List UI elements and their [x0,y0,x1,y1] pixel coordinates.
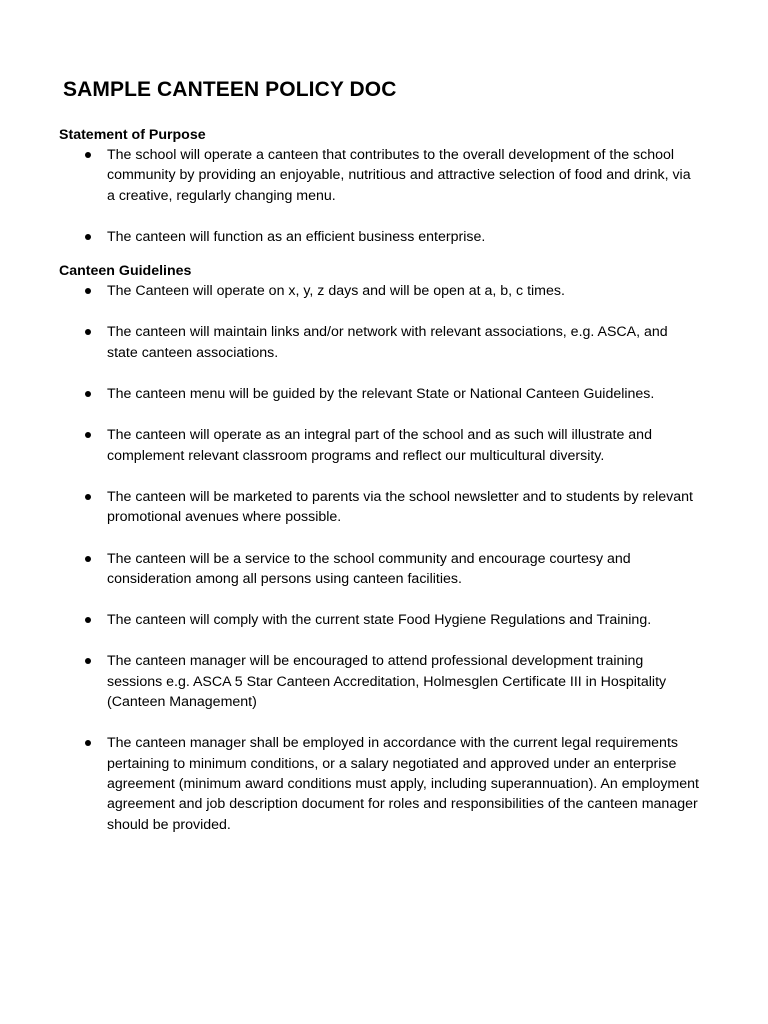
bullet-icon [85,329,91,335]
list-item-text: The canteen will operate as an integral part of the school and as such will illustrate and complement relevant classroom programs and reflect our multicultural diversity. [107,427,652,464]
document-title: SAMPLE CANTEEN POLICY DOC [63,78,397,101]
list-item-text: The canteen will function as an efficient business enterprise. [107,228,486,245]
bullet-icon [85,658,91,664]
bullet-icon [85,740,91,746]
bullet-icon [85,556,91,562]
list-item [59,145,699,206]
purpose-bullet-list [59,145,699,247]
list-item [59,384,699,404]
bullet-icon [85,288,91,294]
list-item-text: The canteen menu will be guided by the relevant State or National Canteen Guidelines. [107,386,655,403]
list-item [59,322,699,363]
bullet-icon [85,234,91,240]
list-item-text: The canteen manager shall be employed in accordance with the current legal requirements pertaining to minimum conditions, or a salary negotiated and approved under an enterprise agreement (minimum award conditions must apply, including superannuation). An employment agreement and job description document for roles and responsibilities of the canteen manager should be provided. [107,735,699,833]
list-item-text: The canteen will be a service to the school community and encourage courtesy and consideration among all persons using canteen facilities. [107,550,631,587]
bullet-icon [85,152,91,158]
bullet-icon [85,494,91,500]
bullet-icon [85,391,91,397]
section-heading-statement-of-purpose: Statement of Purpose [59,127,206,143]
list-item [59,487,699,528]
list-item [59,651,699,712]
bullet-icon [85,617,91,623]
list-item [59,227,699,247]
guidelines-bullet-list [59,281,699,835]
list-item [59,425,699,466]
list-item-text: The canteen manager will be encouraged to attend professional development training sessions e.g. ASCA 5 Star Canteen Accreditation, Holmesglen Certificate III in Hospitality (Canteen Management) [107,653,667,711]
list-item-text: The canteen will be marketed to parents via the school newsletter and to students by relevant promotional avenues where possible. [107,488,693,526]
list-item-text: The Canteen will operate on x, y, z days and will be open at a, b, c times. [107,283,565,300]
list-item-text: The canteen will maintain links and/or network with relevant associations, e.g. ASCA, and state canteen associations. [107,324,668,361]
bullet-icon [85,432,91,438]
list-item [59,610,699,630]
list-item [59,281,699,301]
list-item [59,733,699,834]
list-item-text: The school will operate a canteen that contributes to the overall development of the school community by providing an enjoyable, nutritious and attractive selection of food and drink, via a creative, regularly changing menu. [107,147,691,204]
list-item [59,549,699,590]
list-item-text: The canteen will comply with the current state Food Hygiene Regulations and Training. [107,612,652,629]
document-body [59,125,699,835]
section-heading-canteen-guidelines: Canteen Guidelines [59,263,192,280]
